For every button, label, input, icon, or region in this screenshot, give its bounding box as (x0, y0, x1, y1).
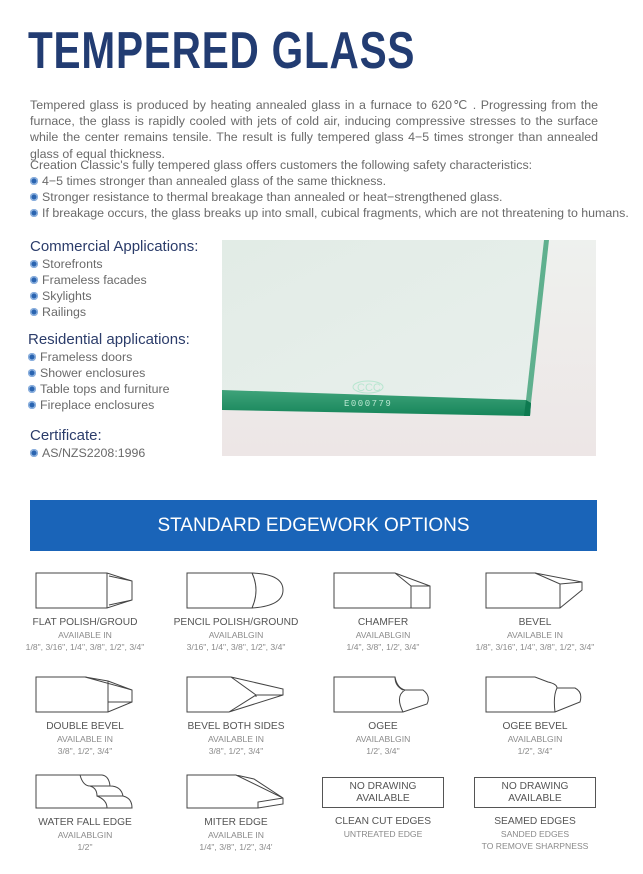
bullet-icon (28, 401, 36, 409)
edge-sizes: 1/8", 3/16", 1/4", 3/8", 1/2", 3/4" (475, 642, 595, 652)
residential-heading: Residential applications: (28, 331, 190, 348)
bevel-edge-icon (485, 572, 585, 609)
glass-code: E000779 (344, 399, 393, 409)
list-item (30, 272, 198, 288)
item-text: Storefronts (42, 257, 103, 271)
edge-availability: AVAILABLGIN (507, 734, 563, 744)
ogee-edge-icon (333, 676, 433, 713)
edge-name: BEVEL (518, 617, 552, 628)
edge-availability: AVAILABLE IN (207, 734, 265, 744)
list-item (28, 365, 190, 381)
edge-availability: AVAILABLGIN (57, 830, 113, 840)
box-text: NO DRAWING (501, 781, 569, 792)
box-text: AVAILABLE (508, 793, 562, 804)
edge-availability: AVAILABLGIN (355, 734, 411, 744)
list-item (30, 288, 198, 304)
edge-availability: AVAILABLGIN (208, 630, 264, 640)
edge-availability: SANDED EDGES (500, 829, 570, 839)
ccc-mark: CCC (357, 382, 381, 394)
pencil-polish-edge-icon (186, 572, 286, 609)
commercial-heading: Commercial Applications: (30, 238, 199, 255)
edge-sizes: 3/16", 1/4", 3/8", 1/2", 3/4" (186, 642, 286, 652)
bullet-icon (28, 369, 36, 377)
list-item (30, 256, 198, 272)
bullet-icon (30, 193, 38, 201)
residential-section (28, 331, 190, 413)
miter-edge-icon (186, 774, 286, 809)
edge-option-pencil-polish (156, 572, 316, 653)
edge-name: OGEE BEVEL (502, 721, 568, 732)
edge-name: OGEE (368, 721, 398, 732)
edge-option-bevel-both-sides (156, 676, 316, 757)
edge-sizes: 1/4", 3/8", 1/2', 3/4" (346, 642, 420, 652)
list-item (30, 205, 629, 221)
edge-sizes: 1/4", 3/8'', 1/2", 3/4' (199, 842, 273, 852)
edge-option-water-fall (5, 774, 165, 853)
tempered-glass-photo (222, 240, 596, 456)
edge-option-ogee (303, 676, 463, 757)
flat-polish-edge-icon (35, 572, 135, 609)
list-item (30, 304, 198, 320)
item-text: Railings (42, 305, 87, 319)
item-text: 4−5 times stronger than annealed glass of the same thickness. (42, 174, 387, 188)
list-item (28, 397, 190, 413)
edge-option-bevel (455, 572, 615, 653)
bullet-icon (30, 209, 38, 217)
edge-name: MITER EDGE (204, 817, 268, 828)
edge-availability: AVAILABLE IN (506, 630, 564, 640)
edge-sizes: 1/2', 3/4'' (366, 746, 400, 756)
list-item (28, 381, 190, 397)
bullet-icon (30, 276, 38, 284)
edge-option-miter (156, 774, 316, 853)
edge-sizes: 1/2", 3/4" (517, 746, 553, 756)
edge-availability: AVAILABLE IN (56, 734, 114, 744)
page-title: TEMPERED GLASS (28, 22, 416, 80)
safety-lead: Creation Classic's fully tempered glass offers customers the following safety characteristics: (30, 158, 533, 172)
edge-availability: UNTREATED EDGE (343, 829, 423, 839)
no-drawing-box (322, 777, 444, 808)
edge-availability: AVAILABLGIN (355, 630, 411, 640)
edge-name: CLEAN CUT EDGES (334, 816, 432, 827)
edge-option-flat-polish (5, 572, 165, 653)
intro-paragraph: Tempered glass is produced by heating annealed glass in a furnace to 620℃ . Progressing from the furnace, the glass is rapidly cooled with jets of cold air, inducing compressive stresses to the surface while the center remains tensile. The result is fully tempered glass 4−5 times stronger than annealed glass of equal thickness. (30, 98, 598, 161)
list-item (28, 349, 190, 365)
item-text: Fireplace enclosures (40, 398, 155, 412)
edge-sizes: 1/8", 3/16", 1/4", 3/8", 1/2", 3/4" (25, 642, 145, 652)
edge-name: FLAT POLISH/GROUD (32, 617, 138, 628)
edge-sizes: 3/8", 1/2", 3/4" (208, 746, 264, 756)
bevel-both-sides-edge-icon (186, 676, 286, 713)
commercial-section (30, 238, 198, 320)
item-text: Shower enclosures (40, 366, 146, 380)
no-drawing-box (474, 777, 596, 808)
list-item (30, 445, 145, 461)
bullet-icon (30, 292, 38, 300)
edge-name: PENCIL POLISH/GROUND (173, 617, 299, 628)
edge-option-ogee-bevel (455, 676, 615, 757)
box-text: NO DRAWING (349, 781, 417, 792)
item-text: Table tops and furniture (40, 382, 170, 396)
bullet-icon (28, 353, 36, 361)
item-text: Frameless doors (40, 350, 133, 364)
item-text: If breakage occurs, the glass breaks up into small, cubical fragments, which are not threatening to humans. (42, 206, 629, 220)
item-text: Skylights (42, 289, 92, 303)
certificate-heading: Certificate: (30, 427, 102, 444)
water-fall-edge-icon (35, 774, 135, 809)
edge-name: WATER FALL EDGE (38, 817, 132, 828)
edge-name: DOUBLE BEVEL (46, 721, 124, 732)
item-text: AS/NZS2208:1996 (42, 446, 146, 460)
edge-note: TO REMOVE SHARPNESS (481, 841, 589, 851)
list-item (30, 173, 610, 189)
edge-name: BEVEL BOTH SIDES (187, 721, 285, 732)
safety-section (30, 157, 629, 221)
edge-sizes: 1/2" (77, 842, 93, 852)
bullet-icon (28, 385, 36, 393)
edge-name: CHAMFER (357, 617, 409, 628)
edge-option-chamfer (303, 572, 463, 653)
bullet-icon (30, 260, 38, 268)
list-item (30, 189, 610, 205)
edge-option-double-bevel (5, 676, 165, 757)
edge-availability: AVAILABLE IN (207, 830, 265, 840)
edge-name: SEAMED EDGES (494, 816, 576, 827)
edge-option-clean-cut (303, 777, 463, 840)
edge-sizes: 3/8", 1/2", 3/4" (57, 746, 113, 756)
certificate-section (30, 427, 145, 461)
item-text: Frameless facades (42, 273, 147, 287)
chamfer-edge-icon (333, 572, 433, 609)
edge-availability: AVAIIABLE IN (58, 630, 112, 640)
item-text: Stronger resistance to thermal breakage than annealed or heat−strengthened glass. (42, 190, 503, 204)
edge-option-seamed (455, 777, 615, 852)
bullet-icon (30, 449, 38, 457)
bullet-icon (30, 308, 38, 316)
ogee-bevel-edge-icon (485, 676, 585, 713)
double-bevel-edge-icon (35, 676, 135, 713)
edgework-banner: STANDARD EDGEWORK OPTIONS (30, 500, 597, 551)
box-text: AVAILABLE (356, 793, 410, 804)
bullet-icon (30, 177, 38, 185)
